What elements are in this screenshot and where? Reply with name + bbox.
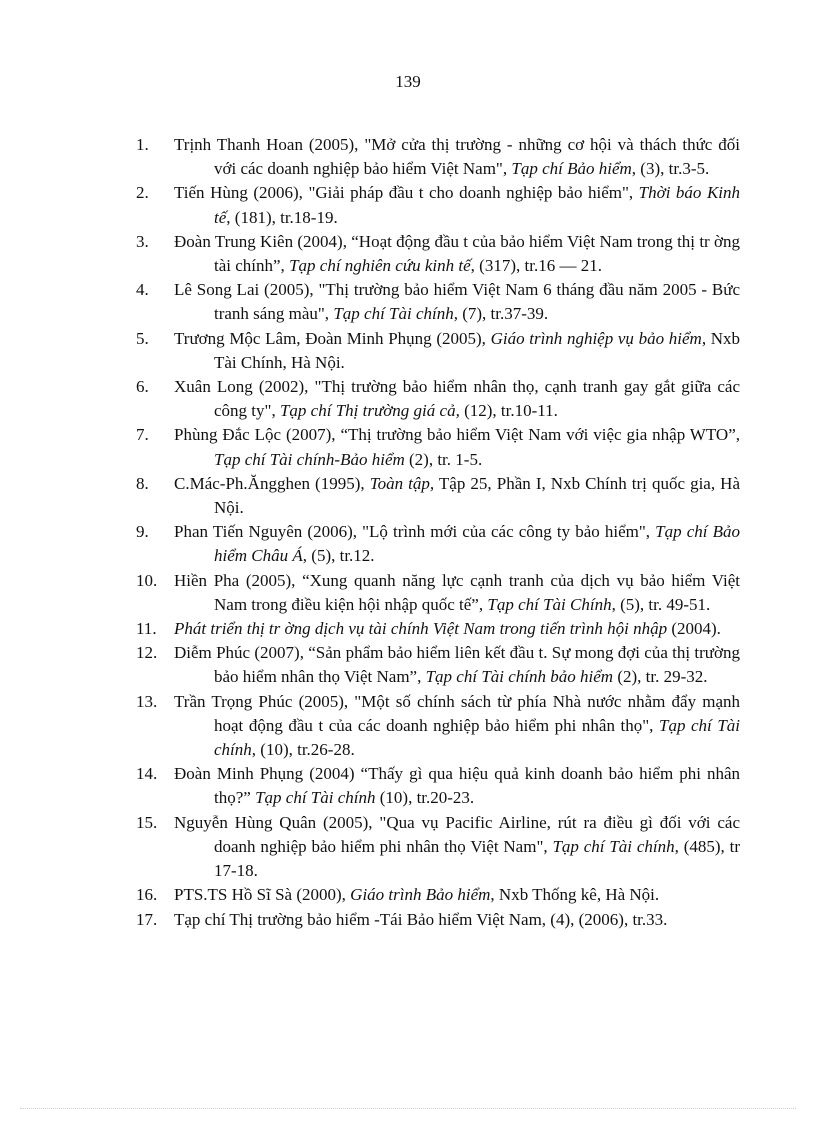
page-number: 139 bbox=[395, 72, 421, 91]
reference-text: Hiền Pha (2005), “Xung quanh năng lực cạnh tranh của dịch vụ bảo hiểm Việt Nam trong điều kiện hội nhập quốc tế”, bbox=[174, 570, 740, 614]
reference-text: Diễm Phúc (2007), “Sản phẩm bảo hiểm liên kết đầu t. Sự mong đợi của thị trường bảo hiểm nhân thọ Việt Nam”, bbox=[174, 643, 740, 687]
reference-item bbox=[136, 278, 740, 326]
reference-item bbox=[136, 230, 740, 278]
reference-number: 13. bbox=[136, 691, 158, 711]
reference-number: 6. bbox=[136, 377, 149, 397]
reference-title: Tạp chí Tài chính, bbox=[333, 304, 458, 324]
reference-item bbox=[136, 811, 740, 884]
reference-text: (10), tr.20-23. bbox=[375, 788, 475, 808]
reference-item bbox=[136, 472, 740, 520]
reference-text: Tập 25, Phần I, Nxb Chính trị quốc gia, Hà Nội. bbox=[214, 473, 740, 518]
reference-text: , (10), tr.26-28. bbox=[251, 740, 355, 760]
reference-text: , (3), tr.3-5. bbox=[631, 159, 710, 179]
reference-item bbox=[136, 762, 740, 810]
reference-number: 16. bbox=[136, 885, 158, 905]
reference-number: 14. bbox=[136, 764, 158, 784]
reference-text: Đoàn Minh Phụng (2004) “Thấy gì qua hiệu quả kinh doanh bảo hiểm phi nhân thọ?” bbox=[174, 764, 740, 808]
reference-text: , (485), tr 17-18. bbox=[214, 836, 740, 881]
reference-item bbox=[136, 617, 740, 641]
reference-text: , (181), tr.18-19. bbox=[226, 207, 338, 227]
reference-number: 8. bbox=[136, 473, 149, 493]
reference-text: Tiến Hùng (2006), "Giải pháp đầu t cho doanh nghiệp bảo hiểm", bbox=[174, 183, 639, 203]
reference-title: Giáo trình Bảo hiểm bbox=[350, 885, 491, 905]
reference-item bbox=[136, 181, 740, 229]
reference-number: 7. bbox=[136, 425, 149, 445]
reference-title: Tạp chí Tài chính bbox=[552, 836, 675, 856]
reference-title: Tạp chí Bảo hiểm bbox=[511, 159, 632, 179]
reference-title: Tạp chí Thị trường giá cả, bbox=[279, 401, 460, 421]
reference-item bbox=[136, 569, 740, 617]
reference-text: (7), tr.37-39. bbox=[457, 304, 549, 324]
reference-item bbox=[136, 641, 740, 689]
reference-text: Đoàn Trung Kiên (2004), “Hoạt động đầu t của bảo hiểm Việt Nam trong thị tr ờng tài chính”, bbox=[174, 231, 740, 276]
reference-text: Trần Trọng Phúc (2005), "Một số chính sách từ phía Nhà nước nhằm đẩy mạnh hoạt động đầu t của các doanh nghiệp bảo hiểm phi nhân thọ", bbox=[174, 691, 740, 735]
reference-text: PTS.TS Hồ Sĩ Sà (2000), bbox=[174, 885, 351, 905]
reference-item bbox=[136, 690, 740, 763]
reference-text: Phùng Đắc Lộc (2007), “Thị trường bảo hiểm Việt Nam với việc gia nhập WTO”, bbox=[174, 425, 740, 445]
reference-text: C.Mác-Ph.Ăngghen (1995), bbox=[174, 473, 370, 493]
reference-text: , (317), tr.16 — 21. bbox=[470, 256, 602, 276]
reference-text: , (5), tr. 49-51. bbox=[611, 594, 711, 614]
reference-number: 5. bbox=[136, 328, 149, 348]
reference-item bbox=[136, 327, 740, 375]
reference-title: Tạp chí Tài chính bảo hiểm bbox=[425, 667, 614, 687]
reference-title: Thời báo Kinh tế bbox=[214, 183, 741, 227]
reference-title: Tạp chí Bảo hiểm Châu Á bbox=[214, 522, 741, 566]
reference-text: Trịnh Thanh Hoan (2005), "Mở cửa thị trường - những cơ hội và thách thức đối với các doanh nghiệp bảo hiểm Việt Nam", bbox=[174, 135, 740, 179]
reference-title: Giáo trình nghiệp vụ bảo hiểm bbox=[490, 328, 702, 348]
reference-title: Tạp chí Tài chính-Bảo hiểm bbox=[214, 449, 405, 469]
reference-number: 4. bbox=[136, 280, 149, 300]
reference-item bbox=[136, 520, 740, 568]
reference-item bbox=[136, 883, 740, 907]
reference-title: Tạp chí Tài Chính bbox=[487, 594, 612, 614]
reference-number: 10. bbox=[136, 570, 158, 590]
reference-text: Tạp chí Thị trường bảo hiểm -Tái Bảo hiểm Việt Nam, (4), (2006), tr.33. bbox=[174, 909, 668, 929]
reference-text: (2004). bbox=[667, 619, 721, 639]
reference-item bbox=[136, 375, 740, 423]
reference-text: , Nxb Tài Chính, Hà Nội. bbox=[214, 328, 741, 372]
reference-list bbox=[136, 133, 740, 932]
reference-number: 15. bbox=[136, 812, 158, 832]
reference-text: Lê Song Lai (2005), "Thị trường bảo hiểm Việt Nam 6 tháng đầu năm 2005 - Bức tranh sáng màu", bbox=[174, 280, 740, 324]
reference-number: 12. bbox=[136, 643, 158, 663]
reference-text: Trương Mộc Lâm, Đoàn Minh Phụng (2005), bbox=[174, 328, 491, 348]
reference-number: 17. bbox=[136, 909, 158, 929]
reference-text: Phan Tiến Nguyên (2006), "Lộ trình mới của các công ty bảo hiểm", bbox=[174, 522, 656, 542]
reference-number: 3. bbox=[136, 231, 149, 251]
reference-title: Phát triển thị tr ờng dịch vụ tài chính Việt Nam trong tiến trình hội nhập bbox=[174, 619, 668, 639]
page-bottom-divider bbox=[20, 1108, 796, 1109]
reference-number: 9. bbox=[136, 522, 149, 542]
reference-number: 1. bbox=[136, 135, 149, 154]
reference-item bbox=[136, 908, 740, 932]
reference-text: Xuân Long (2002), "Thị trường bảo hiểm nhân thọ, cạnh tranh gay gắt giữa các công ty", bbox=[174, 377, 740, 421]
reference-number: 2. bbox=[136, 183, 149, 203]
reference-title: Toàn tập, bbox=[369, 473, 435, 493]
reference-text: (12), tr.10-11. bbox=[459, 401, 558, 421]
reference-text: , (5), tr.12. bbox=[302, 546, 375, 566]
reference-text: Nguyễn Hùng Quân (2005), "Qua vụ Pacific Airline, rút ra điều gì đối với các doanh nghiệp bảo hiểm phi nhân thọ Việt Nam", bbox=[174, 812, 740, 856]
reference-title: Tạp chí Tài chính bbox=[214, 715, 741, 760]
reference-text: , Nxb Thống kê, Hà Nội. bbox=[490, 885, 660, 905]
reference-item bbox=[136, 133, 740, 181]
reference-text: (2), tr. 1-5. bbox=[404, 449, 483, 469]
reference-title: Tạp chí Tài chính bbox=[255, 788, 376, 808]
reference-item bbox=[136, 423, 740, 471]
reference-number: 11. bbox=[136, 619, 157, 639]
reference-text: (2), tr. 29-32. bbox=[613, 667, 708, 687]
reference-title: Tạp chí nghiên cứu kinh tế bbox=[289, 256, 471, 276]
